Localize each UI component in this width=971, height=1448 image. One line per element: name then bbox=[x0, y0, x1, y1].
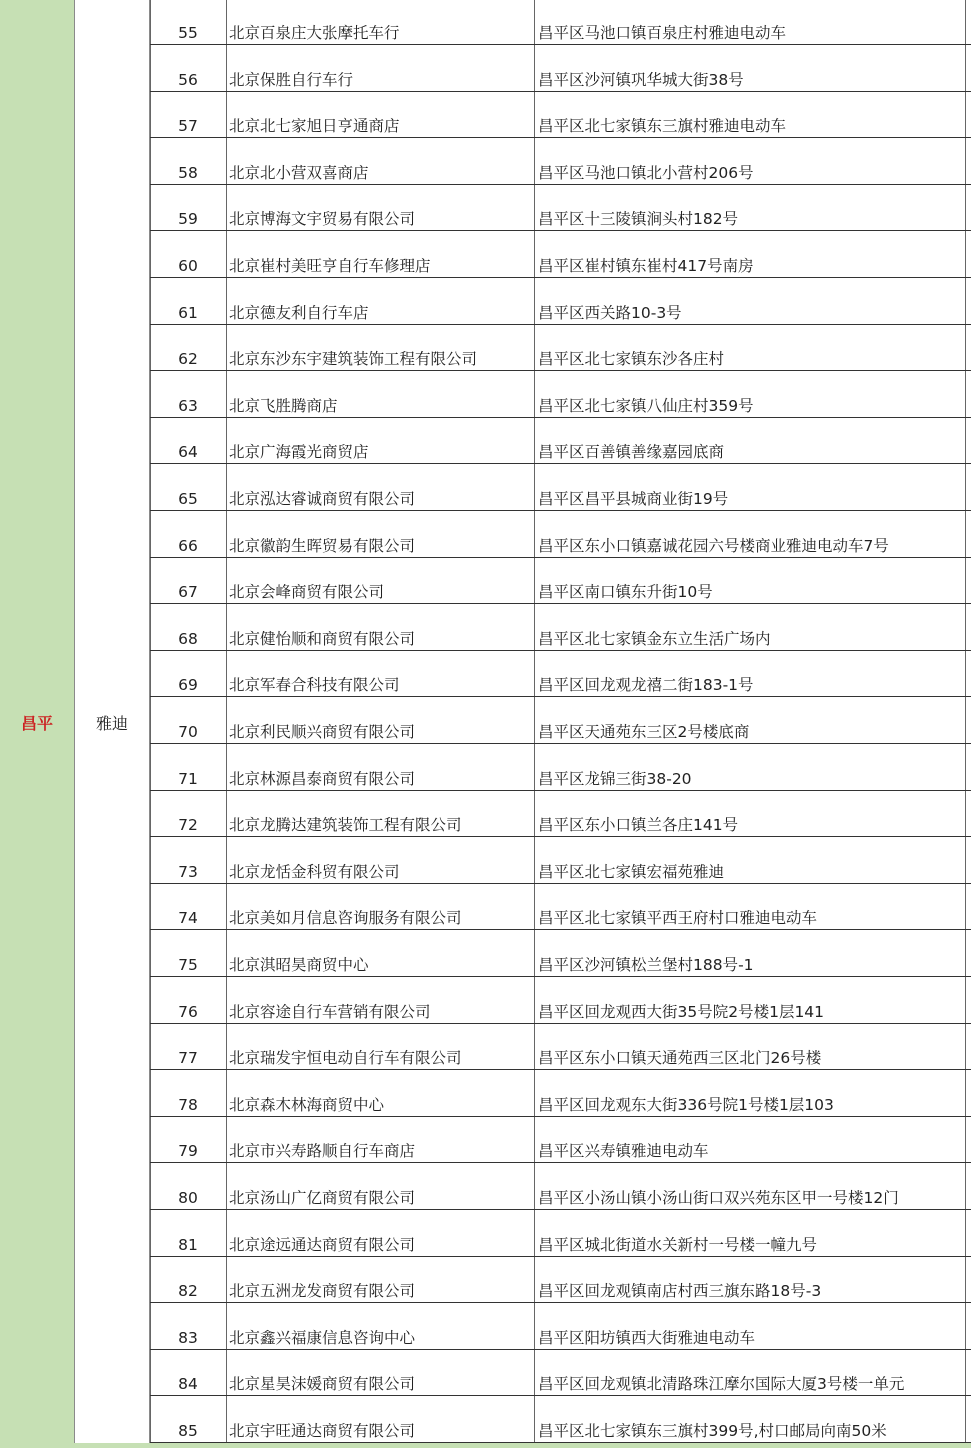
company-address: 昌平区东小口镇天通苑西三区北门26号楼 bbox=[538, 1049, 822, 1068]
company-address: 昌平区北七家镇八仙庄村359号 bbox=[538, 396, 754, 415]
table-row bbox=[150, 230, 971, 278]
company-name: 北京美如月信息咨询服务有限公司 bbox=[229, 909, 462, 928]
company-name: 北京瑞发宇恒电动自行车有限公司 bbox=[229, 1049, 462, 1068]
table-row bbox=[150, 417, 971, 465]
company-name: 北京宇旺通达商贸有限公司 bbox=[229, 1421, 416, 1440]
row-number: 70 bbox=[178, 722, 198, 741]
table-row bbox=[150, 790, 971, 838]
company-name: 北京龙恬金科贸有限公司 bbox=[229, 862, 400, 881]
table-row bbox=[150, 1023, 971, 1071]
company-address: 昌平区龙锦三街38-20 bbox=[538, 769, 692, 788]
company-name: 北京龙腾达建筑装饰工程有限公司 bbox=[229, 816, 462, 835]
company-name: 北京星昊沫媛商贸有限公司 bbox=[229, 1375, 416, 1394]
table-row bbox=[150, 976, 971, 1024]
company-name: 北京北小营双喜商店 bbox=[229, 163, 369, 182]
table-row bbox=[150, 0, 971, 45]
table-row bbox=[150, 463, 971, 511]
row-number: 56 bbox=[178, 70, 198, 89]
table-row bbox=[150, 510, 971, 558]
table-row bbox=[150, 324, 971, 372]
company-name: 北京军春合科技有限公司 bbox=[229, 676, 400, 695]
table-row bbox=[150, 1395, 971, 1443]
table-row bbox=[150, 1349, 971, 1397]
row-number: 80 bbox=[178, 1188, 198, 1207]
company-address: 昌平区东小口镇兰各庄141号 bbox=[538, 816, 739, 835]
company-name: 北京汤山广亿商贸有限公司 bbox=[229, 1188, 416, 1207]
company-name: 北京淇昭昊商贸中心 bbox=[229, 955, 369, 974]
row-number: 64 bbox=[178, 443, 198, 462]
table-row bbox=[150, 1162, 971, 1210]
company-address: 昌平区昌平县城商业街19号 bbox=[538, 489, 729, 508]
row-number: 65 bbox=[178, 489, 198, 508]
company-address: 昌平区百善镇善缘嘉园底商 bbox=[538, 443, 725, 462]
brand-label: 雅迪 bbox=[95, 714, 128, 733]
row-number: 71 bbox=[178, 769, 198, 788]
row-number: 76 bbox=[178, 1002, 198, 1021]
table-row bbox=[150, 929, 971, 977]
company-name: 北京徽韵生晖贸易有限公司 bbox=[229, 536, 416, 555]
row-number: 55 bbox=[178, 24, 198, 42]
table-row bbox=[150, 650, 971, 698]
company-address: 昌平区城北街道水关新村一号楼一幢九号 bbox=[538, 1235, 818, 1254]
company-address: 昌平区西关路10-3号 bbox=[538, 303, 682, 322]
table-row bbox=[150, 91, 971, 139]
table-row bbox=[150, 743, 971, 791]
company-name: 北京保胜自行车行 bbox=[229, 70, 354, 89]
company-name: 北京泓达睿诚商贸有限公司 bbox=[229, 489, 416, 508]
company-name: 北京利民顺兴商贸有限公司 bbox=[229, 722, 416, 741]
company-address: 昌平区东小口镇嘉诚花园六号楼商业雅迪电动车7号 bbox=[538, 536, 889, 555]
company-name: 北京容途自行车营销有限公司 bbox=[229, 1002, 431, 1021]
row-number: 78 bbox=[178, 1095, 198, 1114]
company-name: 北京健怡顺和商贸有限公司 bbox=[229, 629, 416, 648]
company-address: 昌平区沙河镇松兰堡村188号-1 bbox=[538, 955, 754, 974]
row-number: 63 bbox=[178, 396, 198, 415]
company-address: 昌平区回龙观西大街35号院2号楼1层141 bbox=[538, 1002, 825, 1021]
row-number: 57 bbox=[178, 117, 198, 136]
table-row bbox=[150, 370, 971, 418]
row-number: 81 bbox=[178, 1235, 198, 1254]
row-number: 74 bbox=[178, 909, 198, 928]
company-address: 昌平区小汤山镇小汤山街口双兴苑东区甲一号楼12门 bbox=[538, 1188, 899, 1207]
company-address: 昌平区北七家镇东三旗村雅迪电动车 bbox=[538, 117, 787, 136]
row-number: 75 bbox=[178, 955, 198, 974]
table-row bbox=[150, 1209, 971, 1257]
row-number: 58 bbox=[178, 163, 198, 182]
row-number: 77 bbox=[178, 1049, 198, 1068]
company-name: 北京鑫兴福康信息咨询中心 bbox=[229, 1328, 416, 1347]
row-number: 61 bbox=[178, 303, 198, 322]
table-row bbox=[150, 1256, 971, 1304]
table-row bbox=[150, 696, 971, 744]
row-number: 67 bbox=[178, 583, 198, 602]
company-address: 昌平区北七家镇金东立生活广场内 bbox=[538, 629, 771, 648]
table-row bbox=[150, 557, 971, 605]
company-address: 昌平区北七家镇东三旗村399号,村口邮局向南50米 bbox=[538, 1421, 887, 1440]
company-name: 北京德友利自行车店 bbox=[229, 303, 369, 322]
company-address: 昌平区崔村镇东崔村417号南房 bbox=[538, 256, 754, 275]
district-label: 昌平 bbox=[20, 714, 53, 733]
row-number: 83 bbox=[178, 1328, 198, 1347]
company-address: 昌平区马池口镇百泉庄村雅迪电动车 bbox=[538, 24, 787, 42]
row-number: 62 bbox=[178, 350, 198, 369]
row-number: 66 bbox=[178, 536, 198, 555]
company-address: 昌平区南口镇东升街10号 bbox=[538, 583, 713, 602]
company-address: 昌平区回龙观镇南店村西三旗东路18号-3 bbox=[538, 1282, 822, 1301]
row-number: 82 bbox=[178, 1282, 198, 1301]
company-address: 昌平区北七家镇宏福苑雅迪 bbox=[538, 862, 725, 881]
company-address: 昌平区回龙观东大街336号院1号楼1层103 bbox=[538, 1095, 834, 1114]
dealer-table bbox=[150, 0, 971, 1448]
company-name: 北京五洲龙发商贸有限公司 bbox=[229, 1282, 416, 1301]
row-number: 60 bbox=[178, 256, 198, 275]
table-row bbox=[150, 44, 971, 92]
table-row bbox=[150, 1069, 971, 1117]
company-address: 昌平区兴寿镇雅迪电动车 bbox=[538, 1142, 709, 1161]
company-name: 北京北七家旭日亨通商店 bbox=[229, 117, 400, 136]
company-address: 昌平区十三陵镇涧头村182号 bbox=[538, 210, 739, 229]
row-number: 73 bbox=[178, 862, 198, 881]
company-name: 北京会峰商贸有限公司 bbox=[229, 583, 385, 602]
company-name: 北京博海文宇贸易有限公司 bbox=[229, 210, 416, 229]
row-number: 85 bbox=[178, 1421, 198, 1440]
table-row bbox=[150, 277, 971, 325]
row-number: 68 bbox=[178, 629, 198, 648]
table-row bbox=[150, 137, 971, 185]
company-address: 昌平区沙河镇巩华城大街38号 bbox=[538, 70, 744, 89]
row-number: 69 bbox=[178, 676, 198, 695]
company-name: 北京崔村美旺亨自行车修理店 bbox=[229, 256, 431, 275]
row-number: 72 bbox=[178, 816, 198, 835]
company-name: 北京市兴寿路顺自行车商店 bbox=[229, 1142, 416, 1161]
company-address: 昌平区回龙观龙禧二街183-1号 bbox=[538, 676, 754, 695]
company-name: 北京东沙东宇建筑装饰工程有限公司 bbox=[229, 350, 478, 369]
row-number: 79 bbox=[178, 1142, 198, 1161]
table-row bbox=[150, 603, 971, 651]
company-name: 北京百泉庄大张摩托车行 bbox=[229, 24, 400, 42]
company-address: 昌平区阳坊镇西大街雅迪电动车 bbox=[538, 1328, 756, 1347]
company-address: 昌平区北七家镇平西王府村口雅迪电动车 bbox=[538, 909, 818, 928]
table-row bbox=[150, 1302, 971, 1350]
company-name: 北京林源昌泰商贸有限公司 bbox=[229, 769, 416, 788]
company-address: 昌平区北七家镇东沙各庄村 bbox=[538, 350, 725, 369]
table-row bbox=[150, 1116, 971, 1164]
company-address: 昌平区天通苑东三区2号楼底商 bbox=[538, 722, 750, 741]
company-name: 北京森木林海商贸中心 bbox=[229, 1095, 385, 1114]
bottom-edge bbox=[0, 1443, 971, 1448]
company-address: 昌平区回龙观镇北清路珠江摩尔国际大厦3号楼一单元 bbox=[538, 1375, 905, 1394]
company-name: 北京飞胜腾商店 bbox=[229, 396, 338, 415]
company-address: 昌平区马池口镇北小营村206号 bbox=[538, 163, 754, 182]
table-row bbox=[150, 184, 971, 232]
row-number: 84 bbox=[178, 1375, 198, 1394]
table-row bbox=[150, 836, 971, 884]
company-name: 北京途远通达商贸有限公司 bbox=[229, 1235, 416, 1254]
table-row bbox=[150, 883, 971, 931]
row-number: 59 bbox=[178, 210, 198, 229]
company-name: 北京广海霞光商贸店 bbox=[229, 443, 369, 462]
